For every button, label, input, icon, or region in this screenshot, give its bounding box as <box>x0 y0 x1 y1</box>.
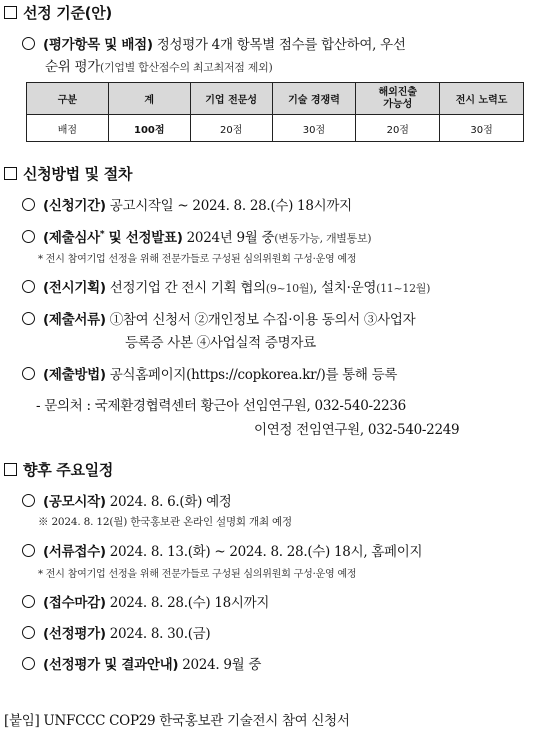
contact-line-1: - 문의처 : 국제환경협력센터 황근아 선임연구원, 032-540-2236 <box>36 398 406 414</box>
circle-bullet-icon <box>22 280 35 293</box>
criteria-item <box>22 33 406 53</box>
table-header-cell: 구분 <box>27 83 109 115</box>
review-footnote: * 전시 참여기업 선정을 위해 전문가들로 구성된 심의위원회 구성·운영 예정 <box>38 254 357 265</box>
section-heading-schedule: 향후 주요일정 <box>4 459 113 480</box>
circle-bullet-icon <box>22 230 35 243</box>
docs-item-cont: 등록증 사본 ④사업실적 증명자료 <box>125 335 316 351</box>
circle-bullet-icon <box>22 595 35 608</box>
table-header-row <box>27 83 524 115</box>
table-header-cell: 계 <box>108 83 190 115</box>
circle-bullet-icon <box>22 626 35 639</box>
docs-item: (제출서류) ①참여 신청서 ②개인정보 수집·이용 동의서 ③사업자 <box>22 308 415 328</box>
table-cell: 100점 <box>108 115 190 142</box>
table-cell: 30점 <box>272 115 356 142</box>
circle-bullet-icon <box>22 198 35 211</box>
table-header-cell: 전시 노력도 <box>440 83 524 115</box>
item-text: 정성평가 4개 항목별 점수를 합산하여, 우선 <box>152 37 406 53</box>
circle-bullet-icon <box>22 312 35 325</box>
circle-bullet-icon <box>22 544 35 557</box>
checkbox-square-icon <box>4 167 17 180</box>
table-cell: 20점 <box>190 115 272 142</box>
table-cell: 20점 <box>356 115 440 142</box>
method-item: (제출방법) 공식홈페이지(https://copkorea.kr/)를 통해 등록 <box>22 363 397 383</box>
deadline-item: (접수마감) 2024. 8. 28.(수) 18시까지 <box>22 591 269 611</box>
attachment-footer: [붙임] UNFCCC COP29 한국홍보관 기술전시 참여 신청서 <box>4 713 350 729</box>
table-cell: 배점 <box>27 115 109 142</box>
period-item: (신청기간) 공고시작일 ~ 2024. 8. 28.(수) 18시까지 <box>22 194 352 214</box>
checkbox-square-icon <box>4 6 17 19</box>
circle-bullet-icon <box>22 37 35 50</box>
table-header-cell: 기술 경쟁력 <box>272 83 356 115</box>
table-row <box>27 115 524 142</box>
table-header-cell: 해외진출 가능성 <box>356 83 440 115</box>
checkbox-square-icon <box>4 463 17 476</box>
section-heading-criteria: 선정 기준(안) <box>4 2 112 23</box>
table-header-cell: 기업 전문성 <box>190 83 272 115</box>
table-cell: 30점 <box>440 115 524 142</box>
notice-note: ※ 2024. 8. 12(월) 한국홍보관 온라인 설명회 개최 예정 <box>38 516 292 528</box>
plan-item: (전시기획) 선정기업 간 전시 기획 협의(9~10월), 설치·운영(11~12월) <box>22 276 430 296</box>
receipt-note: * 전시 참여기업 선정을 위해 전문가들로 구성된 심의위원회 구성·운영 예정 <box>38 569 357 580</box>
section-heading-procedure: 신청방법 및 절차 <box>4 163 132 184</box>
circle-bullet-icon <box>22 494 35 507</box>
evaluation-item: (선정평가) 2024. 8. 30.(금) <box>22 622 210 642</box>
criteria-item-cont: 순위 평가(기업별 합산점수의 최고최저점 제외) <box>45 59 273 75</box>
contact-line-2: 이연정 전임연구원, 032-540-2249 <box>254 422 460 438</box>
review-item: (제출심사* 및 선정발표) 2024년 9월 중(변동가능, 개별통보) <box>22 226 371 246</box>
notice-item: (공모시작) 2024. 8. 6.(화) 예정 <box>22 490 232 510</box>
circle-bullet-icon <box>22 367 35 380</box>
item-label: (평가항목 및 배점) <box>43 37 153 53</box>
receipt-item: (서류접수) 2024. 8. 13.(화) ~ 2024. 8. 28.(수) 18시, 홈페이지 <box>22 540 422 560</box>
score-table <box>26 82 524 142</box>
circle-bullet-icon <box>22 657 35 670</box>
result-item: (선정평가 및 결과안내) 2024. 9월 중 <box>22 653 261 673</box>
